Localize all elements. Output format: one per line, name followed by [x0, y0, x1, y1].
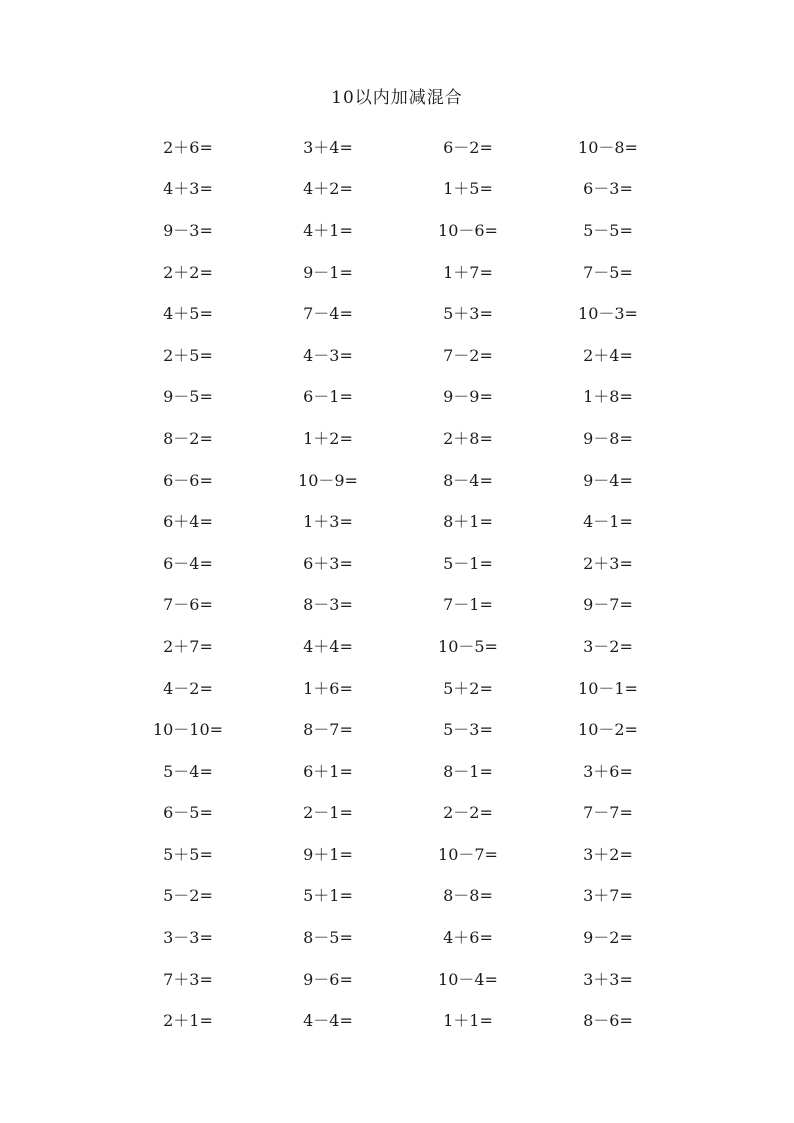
math-problem: 4＋3= [163, 179, 213, 199]
math-problem: 3＋2= [583, 844, 633, 864]
problem-row [118, 460, 678, 502]
math-problem: 8＋1= [443, 512, 493, 532]
math-problem: 2＋8= [443, 428, 493, 448]
math-problem: 4＋6= [443, 928, 493, 948]
math-problem: 5＋3= [443, 304, 493, 324]
math-problem: 3＋3= [583, 969, 633, 989]
math-problem: 4＋2= [303, 179, 353, 199]
math-problem: 5－5= [583, 220, 633, 240]
math-problem: 9－8= [583, 428, 633, 448]
math-problem: 1＋1= [443, 1011, 493, 1031]
math-problem: 7－7= [583, 803, 633, 823]
problem-row [118, 252, 678, 294]
math-problem: 10－7= [438, 844, 498, 864]
problem-row [118, 626, 678, 668]
problem-row [118, 127, 678, 169]
math-problem: 7－4= [303, 304, 353, 324]
problem-row [118, 834, 678, 876]
problem-grid [118, 127, 678, 1042]
math-problem: 6－4= [163, 553, 213, 573]
math-problem: 5－1= [443, 553, 493, 573]
math-problem: 6＋1= [303, 761, 353, 781]
problem-row [118, 377, 678, 419]
math-problem: 6－3= [583, 179, 633, 199]
math-problem: 1＋7= [443, 262, 493, 282]
math-problem: 5－4= [163, 761, 213, 781]
math-problem: 2＋4= [583, 345, 633, 365]
math-problem: 9＋1= [303, 844, 353, 864]
math-problem: 2－2= [443, 803, 493, 823]
math-problem: 8－2= [163, 428, 213, 448]
math-problem: 4－2= [163, 678, 213, 698]
problem-row [118, 169, 678, 211]
math-problem: 9－9= [443, 387, 493, 407]
problem-row [118, 876, 678, 918]
math-problem: 8－8= [443, 886, 493, 906]
math-problem: 6－2= [443, 137, 493, 157]
math-problem: 1＋2= [303, 428, 353, 448]
math-problem: 1＋5= [443, 179, 493, 199]
math-problem: 4－1= [583, 512, 633, 532]
math-problem: 1＋8= [583, 387, 633, 407]
math-problem: 8－5= [303, 928, 353, 948]
problem-row [118, 293, 678, 335]
math-problem: 3－2= [583, 636, 633, 656]
math-problem: 1＋6= [303, 678, 353, 698]
math-problem: 1＋3= [303, 512, 353, 532]
math-problem: 8－1= [443, 761, 493, 781]
problem-row [118, 959, 678, 1001]
math-problem: 9－1= [303, 262, 353, 282]
math-problem: 8－3= [303, 595, 353, 615]
math-problem: 2＋5= [163, 345, 213, 365]
math-problem: 3＋6= [583, 761, 633, 781]
problem-row [118, 793, 678, 835]
math-problem: 9－5= [163, 387, 213, 407]
math-problem: 2＋2= [163, 262, 213, 282]
math-problem: 6＋4= [163, 512, 213, 532]
problem-row [118, 1000, 678, 1042]
math-problem: 10－3= [578, 304, 638, 324]
math-problem: 10－10= [152, 720, 224, 740]
math-problem: 10－4= [438, 969, 498, 989]
math-problem: 2－1= [303, 803, 353, 823]
problem-row [118, 335, 678, 377]
math-problem: 5＋1= [303, 886, 353, 906]
math-problem: 3＋7= [583, 886, 633, 906]
problem-row [118, 751, 678, 793]
math-problem: 10－6= [438, 220, 498, 240]
math-problem: 7＋3= [163, 969, 213, 989]
math-problem: 4＋5= [163, 304, 213, 324]
math-problem: 8－6= [583, 1011, 633, 1031]
math-problem: 10－9= [298, 470, 358, 490]
math-problem: 5－3= [443, 720, 493, 740]
math-problem: 6－1= [303, 387, 353, 407]
problem-row [118, 709, 678, 751]
math-problem: 10－2= [578, 720, 638, 740]
math-problem: 2＋6= [163, 137, 213, 157]
math-problem: 2＋7= [163, 636, 213, 656]
problem-row [118, 210, 678, 252]
math-problem: 5＋2= [443, 678, 493, 698]
math-problem: 4－4= [303, 1011, 353, 1031]
problem-row [118, 543, 678, 585]
math-problem: 4＋4= [303, 636, 353, 656]
problem-row [118, 501, 678, 543]
math-problem: 3＋4= [303, 137, 353, 157]
math-problem: 10－1= [578, 678, 638, 698]
math-problem: 6－6= [163, 470, 213, 490]
math-problem: 7－5= [583, 262, 633, 282]
problem-row [118, 917, 678, 959]
math-problem: 9－6= [303, 969, 353, 989]
math-problem: 4＋1= [303, 220, 353, 240]
math-problem: 10－5= [438, 636, 498, 656]
math-problem: 10－8= [578, 137, 638, 157]
math-problem: 2＋3= [583, 553, 633, 573]
math-problem: 7－6= [163, 595, 213, 615]
math-problem: 7－2= [443, 345, 493, 365]
problem-row [118, 418, 678, 460]
page-title: 10以内加减混合 [331, 88, 463, 108]
math-problem: 9－4= [583, 470, 633, 490]
math-problem: 2＋1= [163, 1011, 213, 1031]
math-problem: 6－5= [163, 803, 213, 823]
math-problem: 3－3= [163, 928, 213, 948]
math-problem: 6＋3= [303, 553, 353, 573]
math-problem: 8－7= [303, 720, 353, 740]
math-problem: 7－1= [443, 595, 493, 615]
problem-row [118, 585, 678, 627]
math-problem: 4－3= [303, 345, 353, 365]
math-problem: 5－2= [163, 886, 213, 906]
math-problem: 5＋5= [163, 844, 213, 864]
math-problem: 9－3= [163, 220, 213, 240]
math-problem: 9－7= [583, 595, 633, 615]
math-problem: 9－2= [583, 928, 633, 948]
math-problem: 8－4= [443, 470, 493, 490]
problem-row [118, 668, 678, 710]
